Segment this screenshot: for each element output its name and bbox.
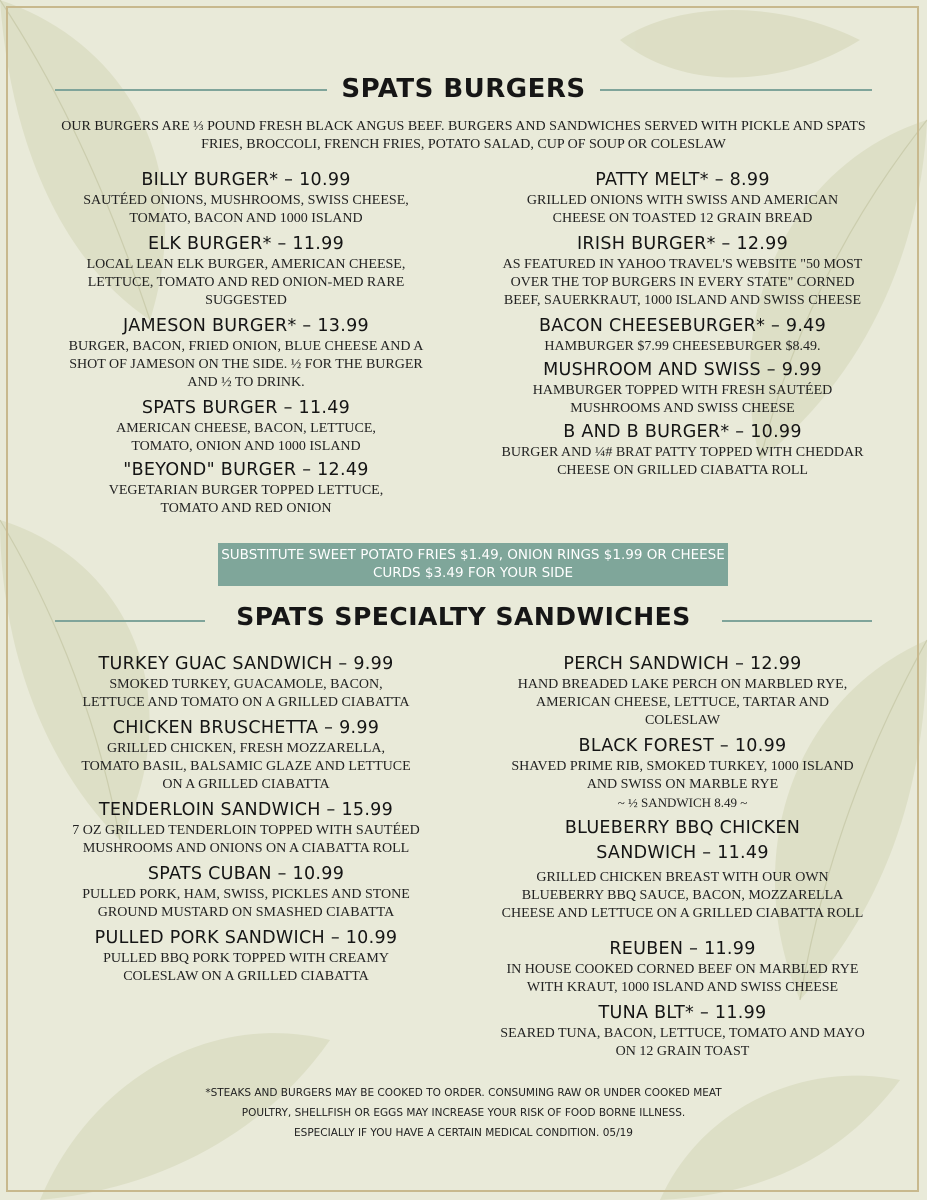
- menu-item: [60, 168, 432, 228]
- menu-item: [495, 358, 870, 418]
- burgers-title: SPATS BURGERS: [341, 74, 586, 104]
- sandwiches-title: SPATS SPECIALTY SANDWICHES: [236, 602, 691, 631]
- item-name: BACON CHEESEBURGER* – 9.49: [538, 316, 827, 336]
- item-name: PERCH SANDWICH – 12.99: [563, 654, 802, 674]
- item-name: TURKEY GUAC SANDWICH – 9.99: [98, 654, 394, 674]
- item-name: BLUEBERRY BBQ CHICKEN SANDWICH – 11.49: [564, 818, 801, 863]
- item-description: PULLED PORK, HAM, SWISS, PICKLES AND STONE GROUND MUSTARD ON SMASHED CIABATTA: [82, 887, 410, 920]
- menu-item: [60, 926, 432, 986]
- disclaimer-line: POULTRY, SHELLFISH OR EGGS MAY INCREASE YOUR RISK OF FOOD BORNE ILLNESS.: [241, 1107, 686, 1119]
- item-description: IN HOUSE COOKED CORNED BEEF ON MARBLED RYE WITH KRAUT, 1000 ISLAND AND SWISS CHEESE: [506, 962, 859, 995]
- menu-item: [495, 232, 870, 310]
- menu-item: [60, 314, 432, 392]
- burgers-intro: OUR BURGERS ARE ⅓ POUND FRESH BLACK ANGUS BEEF. BURGERS AND SANDWICHES SERVED WITH PICKLE AND SPATS FRIES, BROCCOLI, FRENCH FRIES, POTATO SALAD, CUP OF SOUP OR COLESLAW: [61, 119, 866, 152]
- disclaimer-line: ESPECIALLY IF YOU HAVE A CERTAIN MEDICAL CONDITION. 05/19: [294, 1127, 633, 1139]
- substitute-sides-banner: SUBSTITUTE SWEET POTATO FRIES $1.49, ONION RINGS $1.99 OR CHEESE CURDS $3.49 FOR YOUR SIDE: [218, 543, 728, 586]
- item-name: CHICKEN BRUSCHETTA – 9.99: [112, 718, 380, 738]
- item-name: B AND B BURGER* – 10.99: [563, 422, 802, 442]
- item-description: HAMBURGER TOPPED WITH FRESH SAUTÉED MUSHROOMS AND SWISS CHEESE: [532, 383, 833, 416]
- item-description: SAUTÉED ONIONS, MUSHROOMS, SWISS CHEESE, TOMATO, BACON AND 1000 ISLAND: [83, 193, 409, 226]
- item-description: HAMBURGER $7.99 CHEESEBURGER $8.49.: [544, 339, 821, 354]
- item-name: TUNA BLT* – 11.99: [598, 1003, 767, 1023]
- item-name: IRISH BURGER* – 12.99: [576, 234, 789, 254]
- menu-item: [60, 716, 432, 794]
- disclaimer-line: *STEAKS AND BURGERS MAY BE COOKED TO ORDER. CONSUMING RAW OR UNDER COOKED MEAT: [205, 1087, 722, 1099]
- item-description: SMOKED TURKEY, GUACAMOLE, BACON, LETTUCE AND TOMATO ON A GRILLED CIABATTA: [82, 677, 410, 710]
- item-description: 7 OZ GRILLED TENDERLOIN TOPPED WITH SAUTÉED MUSHROOMS AND ONIONS ON A CIABATTA ROLL: [72, 823, 420, 856]
- item-description: SEARED TUNA, BACON, LETTUCE, TOMATO AND MAYO ON 12 GRAIN TOAST: [500, 1026, 865, 1059]
- menu-item: [495, 652, 870, 730]
- item-description: SHAVED PRIME RIB, SMOKED TURKEY, 1000 ISLAND AND SWISS ON MARBLE RYE: [511, 759, 854, 792]
- item-name: SPATS BURGER – 11.49: [141, 398, 351, 418]
- item-description: GRILLED ONIONS WITH SWISS AND AMERICAN CHEESE ON TOASTED 12 GRAIN BREAD: [526, 193, 839, 226]
- item-name: PATTY MELT* – 8.99: [595, 170, 770, 190]
- menu-item: [495, 734, 870, 812]
- item-name: "BEYOND" BURGER – 12.49: [123, 460, 369, 480]
- item-name: PULLED PORK SANDWICH – 10.99: [94, 928, 398, 948]
- item-description: HAND BREADED LAKE PERCH ON MARBLED RYE, AMERICAN CHEESE, LETTUCE, TARTAR AND COLESLAW: [517, 677, 848, 728]
- burgers-right-column: [495, 168, 870, 480]
- menu-item: [60, 862, 432, 922]
- item-name: BILLY BURGER* – 10.99: [141, 170, 351, 190]
- item-description: BURGER AND ¼# BRAT PATTY TOPPED WITH CHEDDAR CHEESE ON GRILLED CIABATTA ROLL: [501, 445, 864, 478]
- menu-item: [495, 420, 870, 480]
- item-description: AMERICAN CHEESE, BACON, LETTUCE, TOMATO, ONION AND 1000 ISLAND: [116, 421, 376, 454]
- item-name: SPATS CUBAN – 10.99: [147, 864, 345, 884]
- item-name: BLACK FOREST – 10.99: [578, 736, 787, 756]
- menu-item: [60, 458, 432, 518]
- item-name: MUSHROOM AND SWISS – 9.99: [543, 360, 822, 380]
- item-description: GRILLED CHICKEN BREAST WITH OUR OWN BLUEBERRY BBQ SAUCE, BACON, MOZZARELLA CHEESE AND LETTUCE ON A GRILLED CIABATTA ROLL: [501, 870, 864, 921]
- menu-item: [495, 314, 870, 356]
- sandwiches-left-column: [60, 652, 432, 986]
- item-name: REUBEN – 11.99: [609, 939, 756, 959]
- item-name: JAMESON BURGER* – 13.99: [123, 316, 369, 336]
- menu-item: [495, 816, 870, 923]
- item-name: TENDERLOIN SANDWICH – 15.99: [98, 800, 394, 820]
- item-note: ~ ½ SANDWICH 8.49 ~: [617, 795, 748, 810]
- item-description: LOCAL LEAN ELK BURGER, AMERICAN CHEESE, LETTUCE, TOMATO AND RED ONION-MED RARE SUGGESTED: [86, 257, 406, 308]
- sandwiches-right-column: [495, 652, 870, 1061]
- menu-item: [60, 652, 432, 712]
- item-description: PULLED BBQ PORK TOPPED WITH CREAMY COLESLAW ON A GRILLED CIABATTA: [103, 951, 389, 984]
- menu-item: [495, 1001, 870, 1061]
- menu-item: [60, 232, 432, 310]
- menu-item: [60, 798, 432, 858]
- menu-item: [495, 168, 870, 228]
- item-name: ELK BURGER* – 11.99: [147, 234, 345, 254]
- burgers-left-column: [60, 168, 432, 518]
- menu-item: [495, 937, 870, 997]
- food-safety-disclaimer: [140, 1083, 787, 1143]
- item-description: BURGER, BACON, FRIED ONION, BLUE CHEESE AND A SHOT OF JAMESON ON THE SIDE. ½ FOR THE BURGER AND ½ TO DRINK.: [68, 339, 424, 390]
- item-description: AS FEATURED IN YAHOO TRAVEL'S WEBSITE "50 MOST OVER THE TOP BURGERS IN EVERY STATE" CORNED BEEF, SAUERKRAUT, 1000 ISLAND AND SWISS CHEESE: [502, 257, 863, 308]
- item-description: GRILLED CHICKEN, FRESH MOZZARELLA, TOMATO BASIL, BALSAMIC GLAZE AND LETTUCE ON A GRILLED CIABATTA: [81, 741, 411, 792]
- item-description: VEGETARIAN BURGER TOPPED LETTUCE, TOMATO AND RED ONION: [108, 483, 384, 516]
- menu-item: [60, 396, 432, 456]
